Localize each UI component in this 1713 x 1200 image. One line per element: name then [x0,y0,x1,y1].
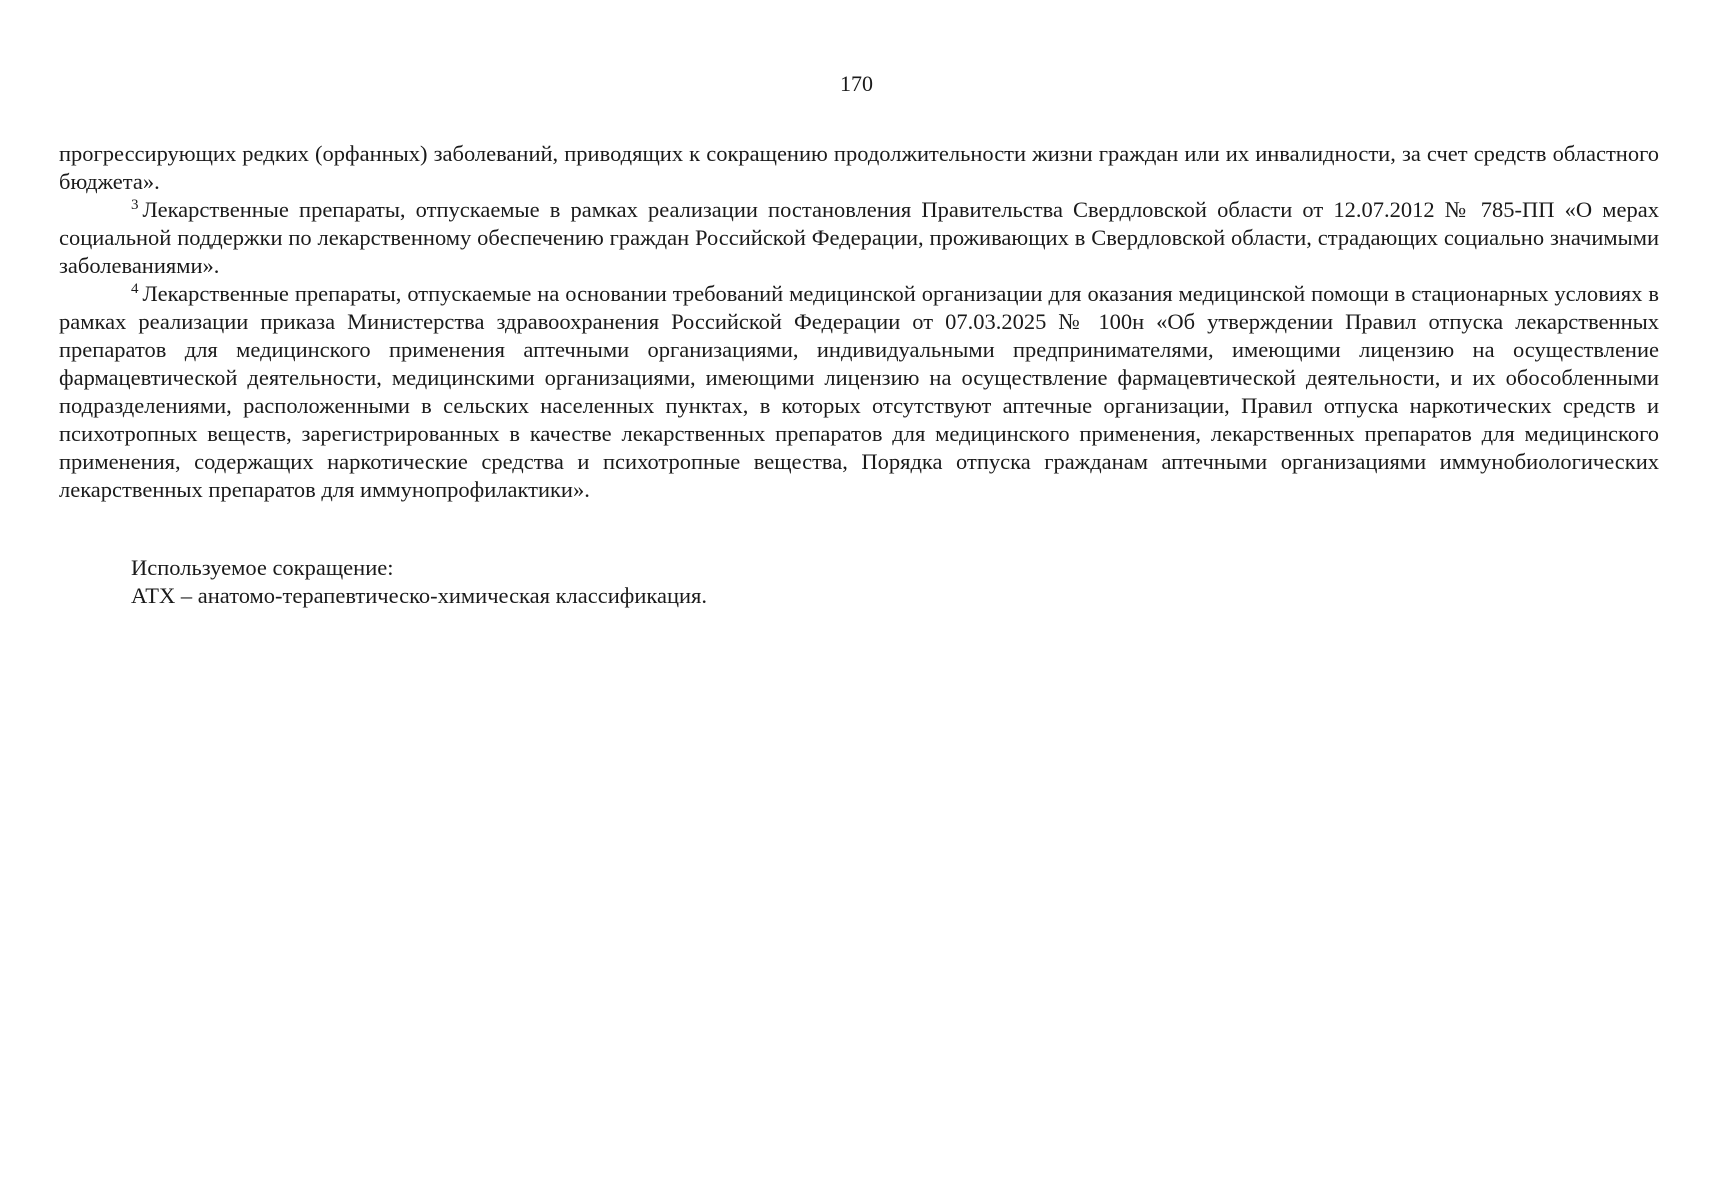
footnote-4 [59,280,1659,504]
page-number: 170 [840,71,873,96]
footnote-3-text: Лекарственные препараты, отпускаемые в рамках реализации постановления Правительства Свердловской области от 12.07.2012 № 785-ПП «О мерах социальной поддержки по лекарственному обеспечению граждан Российской Федерации, проживающих в Свердловской области, страдающих социально значимыми заболеваниями». [59,197,1659,278]
footnote-4-text: Лекарственные препараты, отпускаемые на основании требований медицинской организации для оказания медицинской помощи в стационарных условиях в рамках реализации приказа Министерства здравоохранения Российской Федерации от 07.03.2025 № 100н «Об утверждении Правил отпуска лекарственных препаратов для медицинского применения аптечными организациями, индивидуальными предпринимателями, имеющими лицензию на осуществление фармацевтической деятельности, медицинскими организациями, имеющими лицензию на осуществление фармацевтической деятельности, и их обособленными подразделениями, расположенными в сельских населенных пунктах, в которых отсутствуют аптечные организации, Правил отпуска наркотических средств и психотропных веществ, зарегистрированных в качестве лекарственных препаратов для медицинского применения, лекарственных препаратов для медицинского применения, содержащих наркотические средства и психотропные вещества, Порядка отпуска гражданам аптечными организациями иммунобиологических лекарственных препаратов для иммунопрофилактики». [59,281,1659,502]
abbreviation-item: АТХ – анатомо-терапевтическо-химическая классификация. [131,583,708,608]
footnote-4-mark: 4 [131,281,139,297]
footnote-continuation: прогрессирующих редких (орфанных) заболеваний, приводящих к сокращению продолжительности жизни граждан или их инвалидности, за счет средств областного бюджета». [59,141,1659,194]
footnotes-block [59,140,1659,504]
footnote-3-mark: 3 [131,197,139,213]
abbreviations-block [131,554,1651,610]
abbreviations-heading: Используемое сокращение: [131,555,394,580]
footnote-3 [59,196,1659,280]
